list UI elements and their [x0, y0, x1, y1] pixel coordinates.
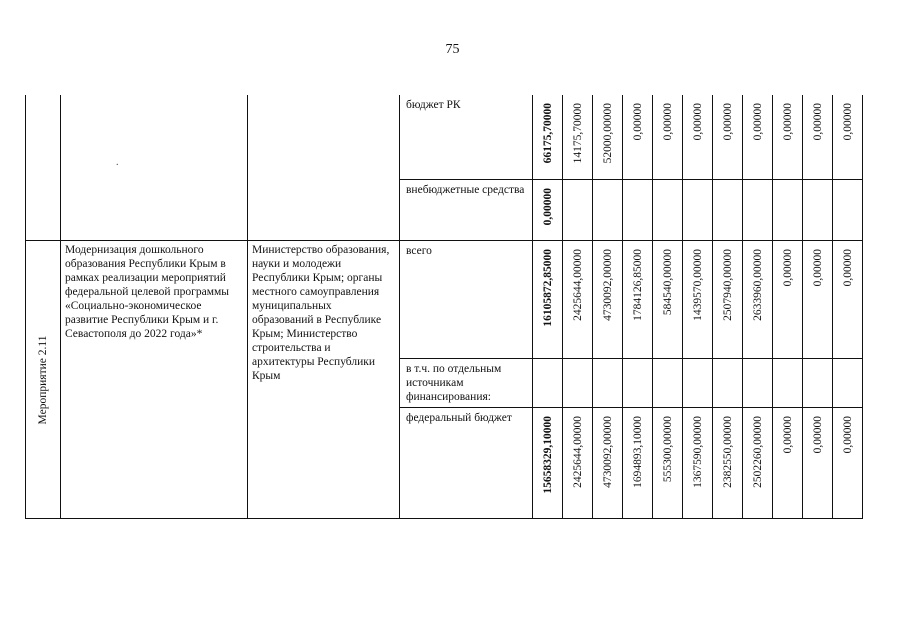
funding-source: внебюджетные средства — [406, 184, 525, 196]
year-cell — [683, 359, 713, 408]
year-value: 4730092,00000 — [601, 249, 614, 321]
year-cell — [623, 180, 653, 241]
year-cell — [743, 241, 773, 359]
funding-source: в т.ч. по отдельным источникам финансирования: — [406, 363, 502, 403]
year-cell — [623, 241, 653, 359]
year-value: 14175,70000 — [571, 103, 584, 164]
year-value: 0,00000 — [721, 103, 734, 141]
funding-source-cell — [400, 241, 533, 359]
funding-source: федеральный бюджет — [406, 412, 512, 424]
year-cell — [803, 95, 833, 180]
year-value: 1439570,00000 — [691, 249, 704, 321]
year-cell — [743, 180, 773, 241]
year-cell — [833, 95, 863, 180]
year-value: 52000,00000 — [601, 103, 614, 164]
funding-source: всего — [406, 245, 432, 257]
year-cell — [563, 359, 593, 408]
empty-cell — [26, 95, 61, 241]
year-cell — [713, 180, 743, 241]
executor: Министерство образования, науки и молодежи Республики Крым; органы местного самоуправления муниципальных образований в Республике Крым; Министерство строительства и архитектуры Республики Крым — [252, 244, 390, 382]
year-value: 2382550,00000 — [721, 416, 734, 488]
year-cell — [773, 408, 803, 519]
funding-source-cell — [400, 359, 533, 408]
year-cell — [653, 359, 683, 408]
year-value: 584540,00000 — [661, 249, 674, 316]
total-value: 0,00000 — [541, 188, 554, 226]
year-cell — [713, 408, 743, 519]
year-cell — [623, 95, 653, 180]
year-cell — [563, 408, 593, 519]
year-value: 0,00000 — [781, 249, 794, 287]
year-value: 2633960,00000 — [751, 249, 764, 321]
year-cell — [593, 95, 623, 180]
total-cell — [533, 180, 563, 241]
executor-cell — [248, 241, 400, 519]
year-cell — [653, 408, 683, 519]
year-cell — [833, 180, 863, 241]
year-value: 2507940,00000 — [721, 249, 734, 321]
year-cell — [653, 95, 683, 180]
year-cell — [593, 241, 623, 359]
year-value: 0,00000 — [811, 416, 824, 454]
year-value: 1367590,00000 — [691, 416, 704, 488]
total-value: 66175,70000 — [541, 103, 554, 164]
measure-label: Мероприятие 2.11 — [37, 335, 49, 424]
year-value: 0,00000 — [841, 249, 854, 287]
funding-source-cell — [400, 408, 533, 519]
year-cell — [803, 408, 833, 519]
year-cell — [713, 95, 743, 180]
table-row — [26, 241, 863, 359]
year-value: 0,00000 — [841, 416, 854, 454]
year-cell — [743, 95, 773, 180]
year-value: 0,00000 — [751, 103, 764, 141]
year-cell — [833, 241, 863, 359]
year-cell — [833, 359, 863, 408]
year-value: 0,00000 — [781, 416, 794, 454]
year-cell — [563, 241, 593, 359]
total-cell — [533, 95, 563, 180]
measure-label-cell — [26, 241, 61, 519]
year-cell — [623, 408, 653, 519]
year-value: 0,00000 — [631, 103, 644, 141]
total-cell — [533, 359, 563, 408]
funding-source-cell — [400, 180, 533, 241]
year-cell — [773, 241, 803, 359]
year-value: 2425644,00000 — [571, 416, 584, 488]
year-value: 2425644,00000 — [571, 249, 584, 321]
description-cell — [61, 241, 248, 519]
description: Модернизация дошкольного образования Республики Крым в рамках реализации мероприятий федеральной целевой программы «Социально-экономическое развитие Республики Крым и г. Севастополя до 2022 года»* — [65, 244, 229, 340]
year-cell — [713, 359, 743, 408]
funding-table — [25, 95, 863, 519]
year-cell — [683, 95, 713, 180]
year-value: 0,00000 — [661, 103, 674, 141]
year-value: 555300,00000 — [661, 416, 674, 483]
total-value: 15658329,10000 — [541, 416, 554, 494]
year-value: 0,00000 — [781, 103, 794, 141]
year-cell — [773, 359, 803, 408]
year-value: 0,00000 — [841, 103, 854, 141]
year-value: 1694893,10000 — [631, 416, 644, 488]
year-cell — [803, 241, 833, 359]
year-value: 4730092,00000 — [601, 416, 614, 488]
total-value: 16105872,85000 — [541, 249, 554, 327]
year-cell — [593, 180, 623, 241]
funding-source: бюджет РК — [406, 99, 461, 111]
year-value: 0,00000 — [811, 249, 824, 287]
year-cell — [563, 180, 593, 241]
year-cell — [773, 180, 803, 241]
stray-dot: . — [116, 157, 119, 168]
year-cell — [593, 408, 623, 519]
year-cell — [593, 359, 623, 408]
year-cell — [773, 95, 803, 180]
total-cell — [533, 408, 563, 519]
year-cell — [653, 180, 683, 241]
empty-cell — [248, 95, 400, 241]
year-cell — [683, 180, 713, 241]
year-cell — [653, 241, 683, 359]
year-cell — [833, 408, 863, 519]
year-value: 0,00000 — [691, 103, 704, 141]
funding-source-cell — [400, 95, 533, 180]
year-cell — [683, 408, 713, 519]
year-cell — [683, 241, 713, 359]
table-row — [26, 95, 863, 180]
page-number: 75 — [445, 42, 460, 57]
year-cell — [743, 408, 773, 519]
year-cell — [743, 359, 773, 408]
year-cell — [803, 359, 833, 408]
year-value: 0,00000 — [811, 103, 824, 141]
year-value: 2502260,00000 — [751, 416, 764, 488]
year-cell — [803, 180, 833, 241]
year-cell — [563, 95, 593, 180]
empty-cell — [61, 95, 248, 241]
year-cell — [713, 241, 743, 359]
year-value: 1784126,85000 — [631, 249, 644, 321]
year-cell — [623, 359, 653, 408]
total-cell — [533, 241, 563, 359]
